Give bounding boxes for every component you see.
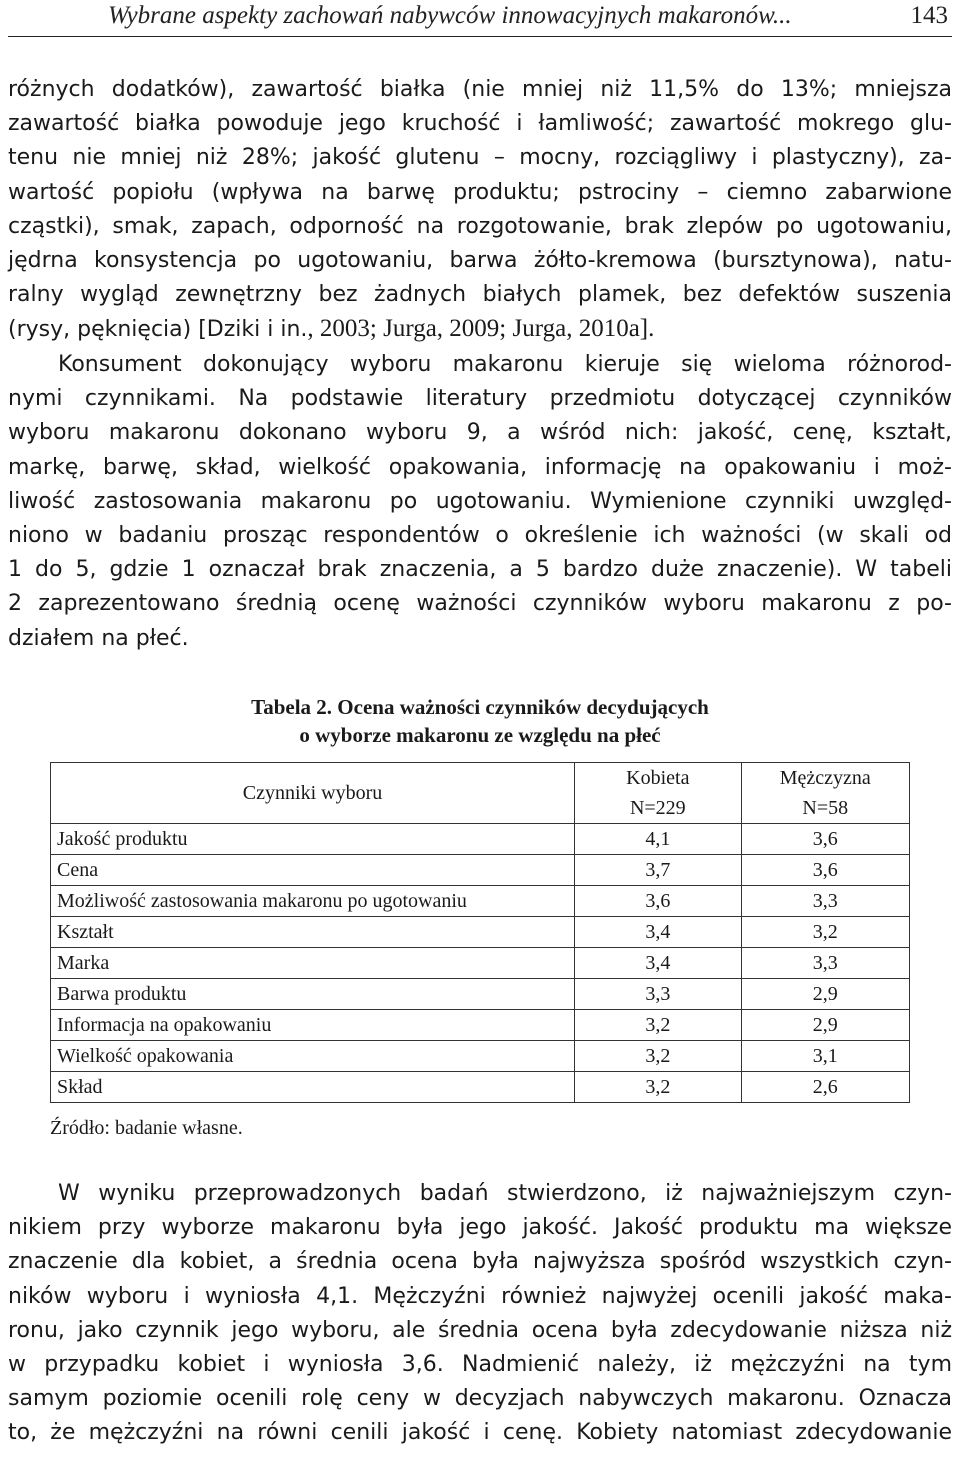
header-women-n: N=229 bbox=[629, 797, 686, 819]
paragraph-line: cząstki), smak, zapach, odporność na rozgotowanie, brak zlepów po ugotowaniu, bbox=[8, 213, 952, 239]
paragraph-line: jędrna konsystencja po ugotowaniu, barwa żółto-kremowa (bursztynowa), natu- bbox=[8, 247, 952, 273]
cell-women: 3,2 bbox=[575, 1010, 742, 1041]
cell-women: 4,1 bbox=[575, 824, 742, 855]
cell-men: 3,6 bbox=[741, 855, 909, 886]
paragraph-line: wyboru makaronu dokonano wyboru 9, a wśród nich: jakość, cenę, kształt, bbox=[8, 420, 952, 446]
paragraph-line: samym poziomie ocenili rolę ceny w decyzjach nabywczych makaronu. Oznacza bbox=[8, 1386, 952, 1412]
paragraph-line: W wyniku przeprowadzonych badań stwierdzono, iż najważniejszym czyn- bbox=[58, 1181, 952, 1206]
table-caption-line: Tabela 2. Ocena ważności czynników decydujących bbox=[251, 695, 709, 719]
header-men-n: N=58 bbox=[802, 797, 849, 819]
cell-men: 2,9 bbox=[741, 1010, 909, 1041]
table-row bbox=[51, 886, 910, 917]
running-title: Wybrane aspekty zachowań nabywców innowacyjnych makaronów... bbox=[108, 2, 792, 29]
table-row bbox=[51, 1041, 910, 1072]
paragraph-line: wartość popiołu (wpływa na barwę produktu; pstrociny – ciemno zabarwione bbox=[8, 179, 952, 205]
cell-factor: Cena bbox=[51, 855, 575, 886]
cell-women: 3,2 bbox=[575, 1041, 742, 1072]
cell-men: 3,3 bbox=[741, 948, 909, 979]
paragraph-line: zawartość białka powoduje jego kruchość i łamliwość; zawartość mokrego glu- bbox=[8, 111, 952, 137]
paragraph-line: 2 zaprezentowano średnią ocenę ważności czynników wyboru makaronu z po- bbox=[8, 591, 952, 617]
cell-factor: Barwa produktu bbox=[51, 979, 575, 1010]
cell-women: 3,4 bbox=[575, 948, 742, 979]
paragraph-1 bbox=[8, 73, 952, 347]
paragraph-line: tenu nie mniej niż 28%; jakość glutenu – mocny, rozciągliwy i plastyczny), za- bbox=[8, 145, 952, 171]
paragraph-line: to, że mężczyźni na równi cenili jakość i cenę. Kobiety natomiast zdecydowanie bbox=[8, 1420, 952, 1446]
page-number: 143 bbox=[910, 2, 948, 29]
table-header-row bbox=[51, 763, 910, 824]
header-women-label: Kobieta bbox=[626, 767, 690, 789]
cell-men: 3,1 bbox=[741, 1041, 909, 1072]
table-row bbox=[51, 824, 910, 855]
paragraph-line: różnych dodatków), zawartość białka (nie mniej niż 11,5% do 13%; mniejsza bbox=[8, 77, 952, 102]
citation-text: (rysy, pęknięcia) [Dziki i in. bbox=[8, 317, 308, 343]
header-men bbox=[741, 763, 909, 824]
paragraph-line: nikiem przy wyborze makaronu była jego jakość. Jakość produktu ma większe bbox=[8, 1215, 952, 1241]
header-men-label: Mężczyzna bbox=[779, 767, 871, 789]
running-header bbox=[8, 0, 952, 37]
table-row bbox=[51, 948, 910, 979]
cell-factor: Wielkość opakowania bbox=[51, 1041, 575, 1072]
paragraph-line: znaczenie dla kobiet, a średnia ocena była najwyższa spośród wszystkich czyn- bbox=[8, 1249, 952, 1275]
cell-factor: Jakość produktu bbox=[51, 824, 575, 855]
header-factor: Czynniki wyboru bbox=[51, 763, 575, 824]
cell-factor: Kształt bbox=[51, 917, 575, 948]
table-caption bbox=[0, 693, 960, 749]
paragraph-3 bbox=[8, 1177, 952, 1451]
source-note: Źródło: badanie własne. bbox=[50, 1117, 243, 1139]
cell-men: 2,6 bbox=[741, 1072, 909, 1103]
cell-men: 3,3 bbox=[741, 886, 909, 917]
paragraph-line: ralny wygląd zewnętrzny bez żadnych białych plamek, bez defektów suszenia bbox=[8, 282, 952, 308]
cell-factor: Marka bbox=[51, 948, 575, 979]
paragraph-line: markę, barwę, skład, wielkość opakowania, informację na opakowaniu i moż- bbox=[8, 454, 952, 480]
paragraph-line: liwość zastosowania makaronu po ugotowaniu. Wymienione czynniki uwzględ- bbox=[8, 488, 952, 514]
header-women bbox=[575, 763, 742, 824]
paragraph-line: ronu, jako czynnik jego wyboru, ale średnia ocena była zdecydowanie niższa niż bbox=[8, 1317, 952, 1343]
cell-factor: Możliwość zastosowania makaronu po ugotowaniu bbox=[51, 886, 575, 917]
paragraph-line: nymi czynnikami. Na podstawie literatury przedmiotu dotyczącej czynników bbox=[8, 386, 952, 412]
paragraph-line: działem na płeć. bbox=[8, 625, 189, 651]
table-row bbox=[51, 1010, 910, 1041]
cell-men: 3,2 bbox=[741, 917, 909, 948]
cell-factor: Informacja na opakowaniu bbox=[51, 1010, 575, 1041]
table-row bbox=[51, 855, 910, 886]
cell-men: 3,6 bbox=[741, 824, 909, 855]
paragraph-line: niono w badaniu prosząc respondentów o określenie ich ważności (w skali od bbox=[8, 522, 952, 548]
table-row bbox=[51, 917, 910, 948]
paragraph-line: 1 do 5, gdzie 1 oznaczał brak znaczenia, a 5 bardzo duże znaczenie). W tabeli bbox=[8, 557, 952, 583]
cell-factor: Skład bbox=[51, 1072, 575, 1103]
table-body bbox=[51, 824, 910, 1103]
paragraph-2 bbox=[8, 348, 952, 656]
paragraph-line: ników wyboru i wyniosła 4,1. Mężczyźni również najwyżej ocenili jakość maka- bbox=[8, 1283, 952, 1309]
paragraph-line: Konsument dokonujący wyboru makaronu kieruje się wieloma różnorod- bbox=[58, 352, 952, 377]
paragraph-line bbox=[8, 312, 952, 346]
table-row bbox=[51, 979, 910, 1010]
cell-women: 3,6 bbox=[575, 886, 742, 917]
cell-women: 3,4 bbox=[575, 917, 742, 948]
data-table bbox=[50, 762, 910, 1103]
cell-women: 3,3 bbox=[575, 979, 742, 1010]
paragraph-line: w przypadku kobiet i wyniosła 3,6. Nadmienić należy, iż mężczyźni na tym bbox=[8, 1351, 952, 1377]
cell-men: 2,9 bbox=[741, 979, 909, 1010]
cell-women: 3,2 bbox=[575, 1072, 742, 1103]
citation-text-serif: , 2003; Jurga, 2009; Jurga, 2010a]. bbox=[307, 315, 655, 343]
cell-women: 3,7 bbox=[575, 855, 742, 886]
table-row bbox=[51, 1072, 910, 1103]
table-caption-line: o wyborze makaronu ze względu na płeć bbox=[299, 723, 661, 747]
